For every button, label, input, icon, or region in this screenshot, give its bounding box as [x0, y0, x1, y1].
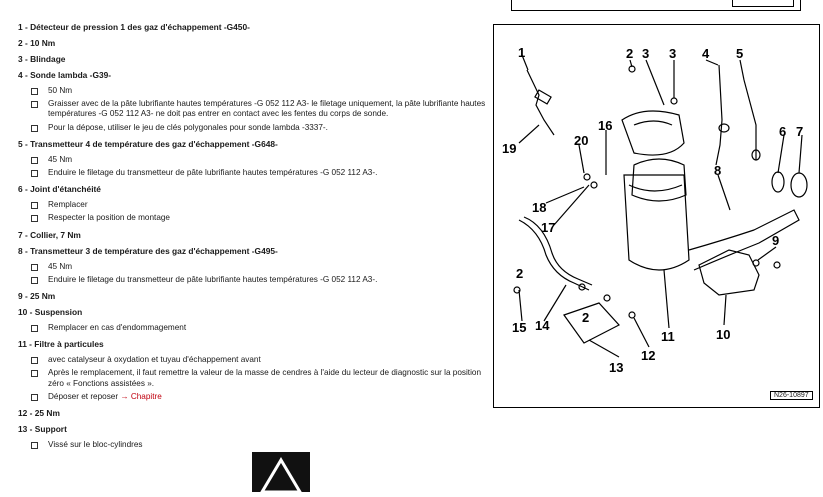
item-label: 9 - 25 Nm [18, 291, 56, 302]
item-label: 3 - Blindage [18, 54, 66, 64]
diagram-drawing [494, 25, 819, 407]
item-label: 6 - Joint d'étanchéité [18, 184, 101, 195]
sub-item [48, 86, 498, 96]
callout-1: 1 [518, 45, 526, 60]
sub-text: Enduire le filetage du transmetteur de pâte lubrifiante hautes températures -G 052 112 A3-. [48, 274, 378, 284]
callout-7: 7 [796, 124, 804, 139]
item-label: 13 - Support [18, 424, 67, 435]
bullet-icon [31, 170, 38, 177]
list-item [18, 54, 498, 64]
callout-2d: 2 [582, 310, 590, 325]
sub-item [48, 440, 498, 450]
list-item [18, 230, 498, 240]
sub-item [48, 99, 498, 119]
sub-text: avec catalyseur à oxydation et tuyau d'échappement avant [48, 355, 261, 365]
sub-item [48, 392, 498, 402]
parts-list [18, 22, 498, 453]
callout-8: 8 [714, 163, 722, 178]
bullet-icon [31, 277, 38, 284]
sub-item [48, 155, 498, 165]
sub-text: Déposer et reposer [48, 391, 119, 401]
sub-item [48, 323, 498, 333]
list-item [18, 424, 498, 434]
sub-text: Après le remplacement, il faut remettre la valeur de la masse de cendres à l'aide du lecteur de diagnostic sur la position zéro « Fonctions assistées ». [48, 368, 481, 388]
list-item [18, 408, 498, 418]
sub-item [48, 123, 498, 133]
item-label: 12 - 25 Nm [18, 408, 60, 419]
sub-text: 45 Nm [48, 261, 73, 271]
list-item [18, 291, 498, 301]
chapter-link[interactable]: → Chapitre [120, 391, 162, 401]
sub-item [48, 213, 498, 223]
sub-item [48, 200, 498, 210]
sub-text: Respecter la position de montage [48, 213, 170, 223]
warning-triangle-icon [252, 452, 310, 492]
sub-text: Enduire le filetage du transmetteur de pâte lubrifiante hautes températures -G 052 112 A3-. [48, 168, 378, 178]
sub-item [48, 368, 498, 388]
sub-item [48, 275, 498, 285]
item-label: 2 - 10 Nm [18, 38, 56, 48]
bullet-icon [31, 264, 38, 271]
list-item [18, 246, 498, 256]
list-item [18, 339, 498, 349]
item-label: 8 - Transmetteur 3 de température des gaz d'échappement -G495- [18, 245, 278, 256]
bullet-icon [31, 325, 38, 332]
callout-19: 19 [502, 141, 517, 156]
sub-text: Pour la dépose, utiliser le jeu de clés polygonales pour sonde lambda -3337-. [48, 122, 328, 132]
top-frame-tab [732, 0, 794, 7]
bullet-icon [31, 394, 38, 401]
sub-text: Remplacer en cas d'endommagement [48, 323, 187, 333]
list-item [18, 184, 498, 194]
list-item [18, 22, 498, 32]
list-item [18, 139, 498, 149]
sub-item [48, 355, 498, 365]
bullet-icon [31, 357, 38, 364]
sub-text: 45 Nm [48, 154, 73, 164]
callout-2: 2 [626, 46, 634, 61]
bullet-icon [31, 202, 38, 209]
callout-18: 18 [532, 200, 547, 215]
sub-text: Vissé sur le bloc-cylindres [48, 440, 143, 450]
list-item [18, 307, 498, 317]
exploded-diagram [493, 24, 820, 408]
callout-20: 20 [574, 133, 589, 148]
bullet-icon [31, 125, 38, 132]
bullet-icon [31, 442, 38, 449]
callout-6: 6 [779, 124, 787, 139]
sub-text: Remplacer [48, 200, 88, 210]
callout-16: 16 [598, 118, 613, 133]
bullet-icon [31, 215, 38, 222]
item-label: 5 - Transmetteur 4 de température des gaz d'échappement -G648- [18, 138, 278, 149]
warning-icon [252, 452, 310, 492]
callout-15: 15 [512, 320, 527, 335]
callout-13: 13 [609, 360, 624, 375]
callout-12: 12 [641, 348, 656, 363]
top-frame [511, 0, 801, 11]
callout-5: 5 [736, 46, 744, 61]
callout-4: 4 [702, 46, 710, 61]
callout-2b: 2 [516, 266, 524, 281]
sub-item [48, 168, 498, 178]
sub-text: 50 Nm [48, 86, 73, 95]
item-label: 7 - Collier, 7 Nm [18, 229, 81, 240]
sub-item [48, 262, 498, 272]
list-item [18, 38, 498, 48]
item-label: 11 - Filtre à particules [18, 339, 104, 350]
bullet-icon [31, 88, 38, 95]
callout-11: 11 [661, 329, 675, 344]
bullet-icon [31, 101, 38, 108]
list-item [18, 70, 498, 80]
callout-3: 3 [642, 46, 650, 61]
sub-text: Graisser avec de la pâte lubrifiante hautes températures -G 052 112 A3- le filetage uniquement, la pâte lubrifiante hautes températures -G 052 112 A3- ne doit pas entrer en contact avec les fentes du corps de sonde. [48, 99, 486, 119]
item-label: 1 - Détecteur de pression 1 des gaz d'échappement -G450- [18, 22, 250, 32]
item-label: 4 - Sonde lambda -G39- [18, 70, 112, 80]
figure-reference: N26-10897 [770, 391, 813, 400]
callout-10: 10 [716, 327, 731, 342]
callout-14: 14 [535, 318, 550, 333]
bullet-icon [31, 370, 38, 377]
callout-9: 9 [772, 233, 780, 248]
bullet-icon [31, 157, 38, 164]
callout-3b: 3 [669, 46, 677, 61]
item-label: 10 - Suspension [18, 307, 83, 318]
callout-17: 17 [541, 220, 556, 235]
